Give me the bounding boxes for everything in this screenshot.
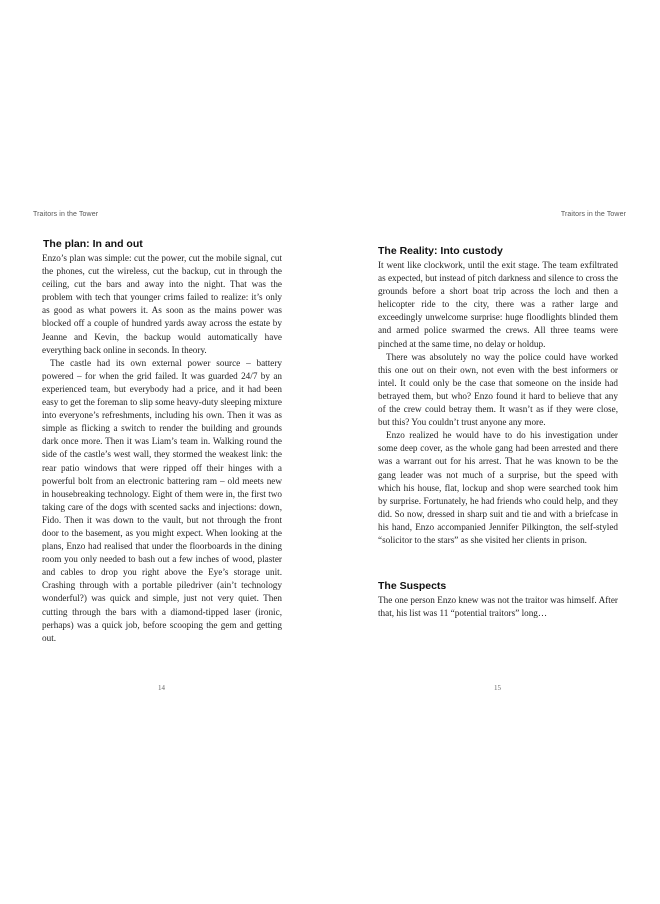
paragraph: It went like clockwork, until the exit stage. The team exfiltrated as expected, but instead of pitch darkness and silence to cross the grounds before a short boat trip across the loch and then a helicopter ride to the city, there was a rather large and exceedingly unwelcome surprise: huge floodlights blinded them and armed police swarmed the crews. All three teams were pinched at the same time, no delay or holdup. bbox=[378, 260, 618, 349]
paragraph: Enzo realized he would have to do his investigation under some deep cover, as the whole gang had been arrested and there was a warrant out for his arrest. That he was known to be the gang leader was not much of a surprise, but the speed with which his house, flat, lockup and shop were searched took him by surprise. Fortunately, he had friends who could help, and they did. So now, dressed in sharp suit and tie and with a briefcase in his hand, Enzo accompanied Jennifer Pilkington, the self-styled “solicitor to the stars” as she visited her clients in prison. bbox=[378, 430, 618, 545]
page-number-right: 15 bbox=[494, 684, 501, 692]
right-page bbox=[330, 0, 660, 904]
heading-suspects: The Suspects bbox=[378, 580, 447, 592]
running-head-right: Traitors in the Tower bbox=[560, 211, 626, 218]
text-block-reality bbox=[378, 259, 618, 547]
paragraph: There was absolutely no way the police could have worked this one out on their own, not even with the best informers or intel. It could only be the case that someone on the inside had betrayed them, but who? Enzo found it hard to believe that any of the crew could betray them. It wasn’t as if they were close, but this? You couldn’t trust anyone any more. bbox=[378, 351, 618, 428]
page-number-left: 14 bbox=[158, 684, 165, 692]
paragraph: The one person Enzo knew was not the traitor was himself. After that, his list was 11 “potential traitors” long… bbox=[378, 595, 618, 619]
heading-plan: The plan: In and out bbox=[43, 238, 143, 250]
paragraph: Enzo’s plan was simple: cut the power, cut the mobile signal, cut the phones, cut the wireless, cut the backup, cut in through the ceiling, cut the bars and away into the night. That was the problem with tech that younger crims failed to realize: it’s only as good as what powers it. As soon as the mains power was blocked off a couple of hundred yards away across the estate by Jeanne and Kevin, the backup would automatically have everything back online in seconds. In theory. bbox=[42, 253, 282, 355]
running-head-left: Traitors in the Tower bbox=[33, 211, 99, 218]
paragraph: The castle had its own external power source – battery powered – for when the grid failed. It was guarded 24/7 by an experienced team, but everybody had a price, and it had been easy to get the foreman to slip some heavy-duty sleeping mixture into everyone’s refreshments, including his own. Then it was as simple as flicking a switch to render the building and grounds dark once more. Then it was Liam’s team in. Walking round the side of the castle’s west wall, they stormed the weakest link: the rear patio windows that were ripped off their hinges with a powerful bolt from an electronic battering ram – old meets new in housebreaking technology. Eight of them were in, the first two taking care of the dogs with scented sacks and injections: down, Fido. Then it was down to the vault, but not through the front door to the basement, as you might expect. When looking at the plans, Enzo had realised that under the floorboards in the dining room you only needed to bash out a few inches of wood, plaster and cables to drop you right above the Eye’s storage unit. Crashing through with a portable piledriver (ain’t technology wonderful?) was quick and simple, just not very quiet. Then cutting through the bars with a diamond-tipped laser (ironic, perhaps) was a quick job, before scooping the gem and getting out. bbox=[42, 357, 282, 643]
heading-reality: The Reality: Into custody bbox=[378, 245, 503, 257]
text-block-suspects bbox=[378, 594, 618, 620]
text-block-plan bbox=[42, 252, 282, 645]
